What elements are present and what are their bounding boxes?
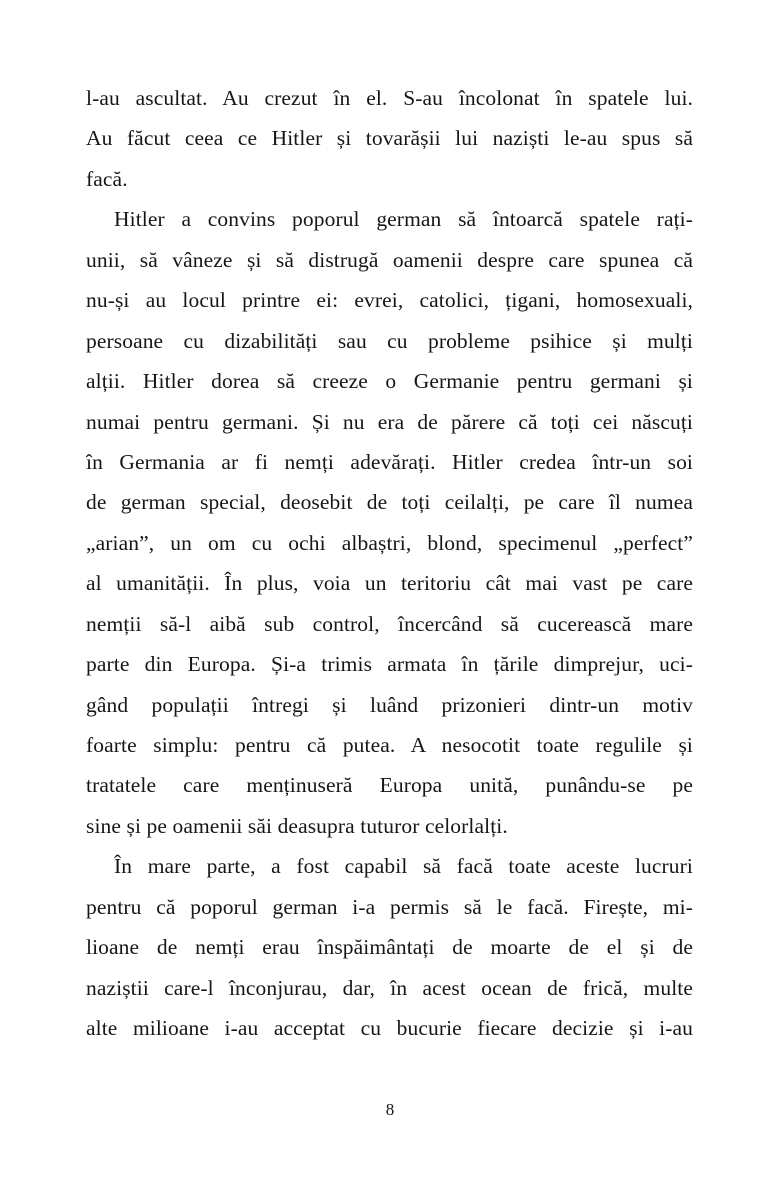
text-line: În mare parte, a fost capabil să facă toate aceste lucruri <box>114 854 693 879</box>
text-line: numai pentru germani. Și nu era de părere că toți cei născuți <box>86 409 693 434</box>
text-line: al umanității. În plus, voia un teritoriu cât mai vast pe care <box>86 571 693 596</box>
page-number: 8 <box>385 1100 395 1119</box>
text-line: alții. Hitler dorea să creeze o Germanie pentru germani și <box>86 369 693 394</box>
text-line: foarte simplu: pentru că putea. A nesocotit toate regulile și <box>86 733 693 757</box>
text-line: tratatele care menținuseră Europa unită, punându-se pe <box>86 773 693 798</box>
text-line: în Germania ar fi nemți adevărați. Hitler credea într-un soi <box>86 449 693 474</box>
text-line: persoane cu dizabilități sau cu probleme psihice și mulți <box>86 328 693 353</box>
page-text <box>86 78 693 1049</box>
text-line: gând populații întregi și luând prizonieri dintr-un motiv <box>86 692 693 717</box>
text-line: Hitler a convins poporul german să întoarcă spatele rați- <box>114 207 693 232</box>
text-line: l-au ascultat. Au crezut în el. S-au încolonat în spatele lui. <box>86 86 693 110</box>
text-line: unii, să vâneze și să distrugă oamenii despre care spunea că <box>86 247 693 272</box>
text-line: nu-și au locul printre ei: evrei, catolici, țigani, homosexuali, <box>86 288 693 313</box>
text-line: parte din Europa. Și-a trimis armata în țările dimprejur, uci- <box>86 652 693 677</box>
text-line: pentru că poporul german i-a permis să le facă. Firește, mi- <box>86 894 693 919</box>
text-line: facă. <box>86 166 128 191</box>
text-line: „arian”, un om cu ochi albaștri, blond, specimenul „perfect” <box>86 530 693 555</box>
text-line: alte milioane i-au acceptat cu bucurie fiecare decizie și i-au <box>86 1016 693 1041</box>
text-line: Au făcut ceea ce Hitler și tovarășii lui naziști le-au spus să <box>86 126 693 151</box>
text-line: sine și pe oamenii săi deasupra tuturor celorlalți. <box>86 813 508 838</box>
text-line: nemții să-l aibă sub control, încercând să cucerească mare <box>86 611 693 636</box>
text-line: de german special, deosebit de toți ceilalți, pe care îl numea <box>86 490 693 515</box>
text-line: lioane de nemți erau înspăimântați de moarte de el și de <box>86 935 693 960</box>
text-line: naziștii care-l înconjurau, dar, în acest ocean de frică, multe <box>86 975 693 1000</box>
